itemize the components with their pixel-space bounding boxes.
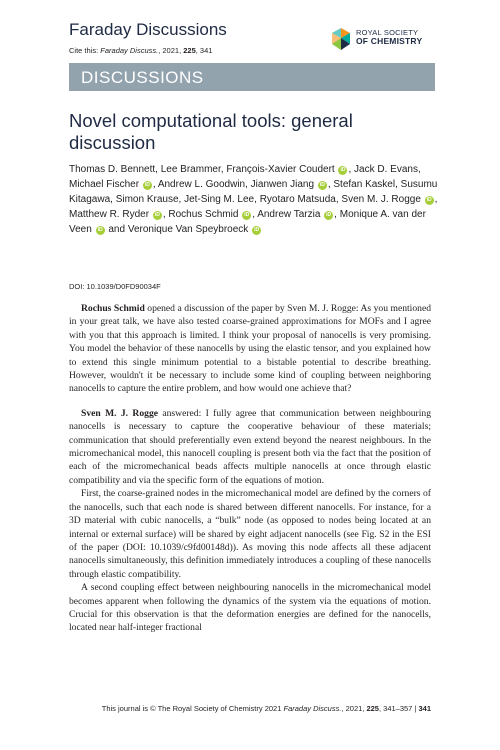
paragraph-3 [69,487,431,581]
author-name[interactable]: Jack D. Evans [354,164,418,175]
footer-pages: , 341–357 [378,704,413,713]
orcid-icon[interactable]: iD [144,182,150,188]
article-body [69,302,431,635]
author-name[interactable]: Sven M. J. Rogge [341,194,421,205]
author-name[interactable]: Monique A. van der Veen [69,209,426,235]
author-name[interactable]: Thomas D. Bennett [69,164,156,175]
paragraph-1-text: opened a discussion of the paper by Sven M. J. Rogge: As you mentioned in your great talk, we have also tested coarse-grained approximations for MOFs and I agree with you that this approach is limited. I think your proposal of nanocells is very promising. You model the behavior of these nanocells by using the elastic tensor, and you explained how to extend this single minimum potential to a bistable potential to describe breathing. However, wouldn't it be necessary to include some kind of coupling between neighboring nanocells to capture the entire problem, and how would one achieve that? [69,303,431,395]
author-name[interactable]: Andrew L. Goodwin [157,179,246,190]
author-name[interactable]: Andrew Tarzia [257,209,321,220]
section-banner [69,63,435,91]
paragraph-3-text: First, the coarse-grained nodes in the micromechanical model are defined by the corners of the nanocells, such that each node is shared between different nanocells. For instance, for a 3D material with cubic nanocells, a “bulk” node (as opposed to nodes being located at an internal or external surface) will be shared by eight adjacent nanocells (see Fig. S2 in the ESI of the paper (DOI: 10.1039/c9fd00148d)). As moving this node affects all these adjacent nanocells simultaneously, this definition immediately introduces a coupling of these nanocells through elastic compatibility. [69,488,431,580]
cite-volume: 225 [183,46,196,55]
author-name[interactable]: Lee Brammer [160,164,221,175]
cite-page: , 341 [195,46,213,55]
author-name[interactable]: Veronique Van Speybroeck [127,224,249,235]
cite-year: , 2021, [158,46,182,55]
paragraph-1 [69,302,431,396]
orcid-icon[interactable]: iD [254,227,260,233]
orcid-icon[interactable]: iD [97,227,103,233]
paragraph-2-text: answered: I fully agree that communication between neighbouring nanocells is necessary to capture the cooperative behaviour of these materials; communication that should preferentially even extend beyond the nearest neighbours. In the micromechanical model, this nanocell coupling is present both via the fact that the position of each of the micromechanical beads affects multiple nanocells at once through elastic compatibility and via the specific form of the equations of motion. [69,407,431,486]
author-name[interactable]: Rochus Schmid [168,209,239,220]
cite-prefix: Cite this: [69,46,99,55]
logo-line2: OF CHEMISTRY [356,36,423,46]
footer-journal: Faraday Discuss. [283,704,342,713]
author-name[interactable]: Jet-Sing M. Lee [184,194,255,205]
author-name[interactable]: Jianwen Jiang [250,179,315,190]
footer-volume: 225 [366,704,379,713]
author-name[interactable]: Simon Krause [115,194,179,205]
orcid-icon[interactable]: iD [154,212,160,218]
orcid-icon[interactable]: iD [340,167,346,173]
journal-name: Faraday Discussions [69,20,227,39]
orcid-icon[interactable]: iD [319,182,325,188]
doi: DOI: 10.1039/D0FD90034F [69,282,161,291]
author-name[interactable]: Stefan Kaskel [333,179,396,190]
logo-line1: ROYAL SOCIETY [356,28,419,37]
author-name[interactable]: Matthew R. Ryder [69,209,150,220]
paragraph-4 [69,581,431,635]
author-name[interactable]: Ryotaro Matsuda [259,194,336,205]
speaker-2: Sven M. J. Rogge [81,407,159,419]
footer-year: , 2021, [341,704,365,713]
orcid-icon[interactable]: iD [426,197,432,203]
footer-prefix: This journal is © The Royal Society of Chemistry 2021 [101,704,282,713]
cite-journal: Faraday Discuss. [100,46,159,55]
citation [69,46,212,55]
article-title: Novel computational tools: general discussion [69,110,353,153]
author-name[interactable]: Michael Fischer [69,179,140,190]
page-footer: This journal is © The Royal Society of Chemistry 2021 Faraday Discuss., 2021, 225, 341–357 | 341 [101,704,431,713]
banner-label: DISCUSSIONS [81,68,204,87]
author-name[interactable]: Susumu Kitagawa [69,179,438,205]
paragraph-4-text: A second coupling effect between neighbouring nanocells in the micromechanical model becomes apparent when following the dynamics of the system via the equations of motion. Crucial for this observation is that the deformation energies are defined for the nanocells, located near half-integer fractional [69,582,431,634]
author-list: Thomas D. Bennett, Lee Brammer, François-Xavier Coudert iD , Jack D. Evans, Michael Fischer iD , Andrew L. Goodwin, Jianwen Jiang iD , Stefan Kaskel, Susumu Kitagawa, Simon Krause, Jet-Sing M. Lee, Ryotaro Matsuda, Sven M. J. Rogge iD , Matthew R. Ryder iD , Rochus Schmid iD , Andrew Tarzia iD , Monique A. van der Veen iD and Veronique Van Speybroeck iD [69,164,438,235]
orcid-icon[interactable]: iD [244,212,250,218]
rsc-logo-text [356,28,422,46]
speaker-1: Rochus Schmid [81,303,145,314]
paragraph-2 [69,407,431,487]
page-number: 341 [418,704,431,713]
orcid-icon[interactable]: iD [326,212,332,218]
author-name[interactable]: François-Xavier Coudert [226,164,335,175]
